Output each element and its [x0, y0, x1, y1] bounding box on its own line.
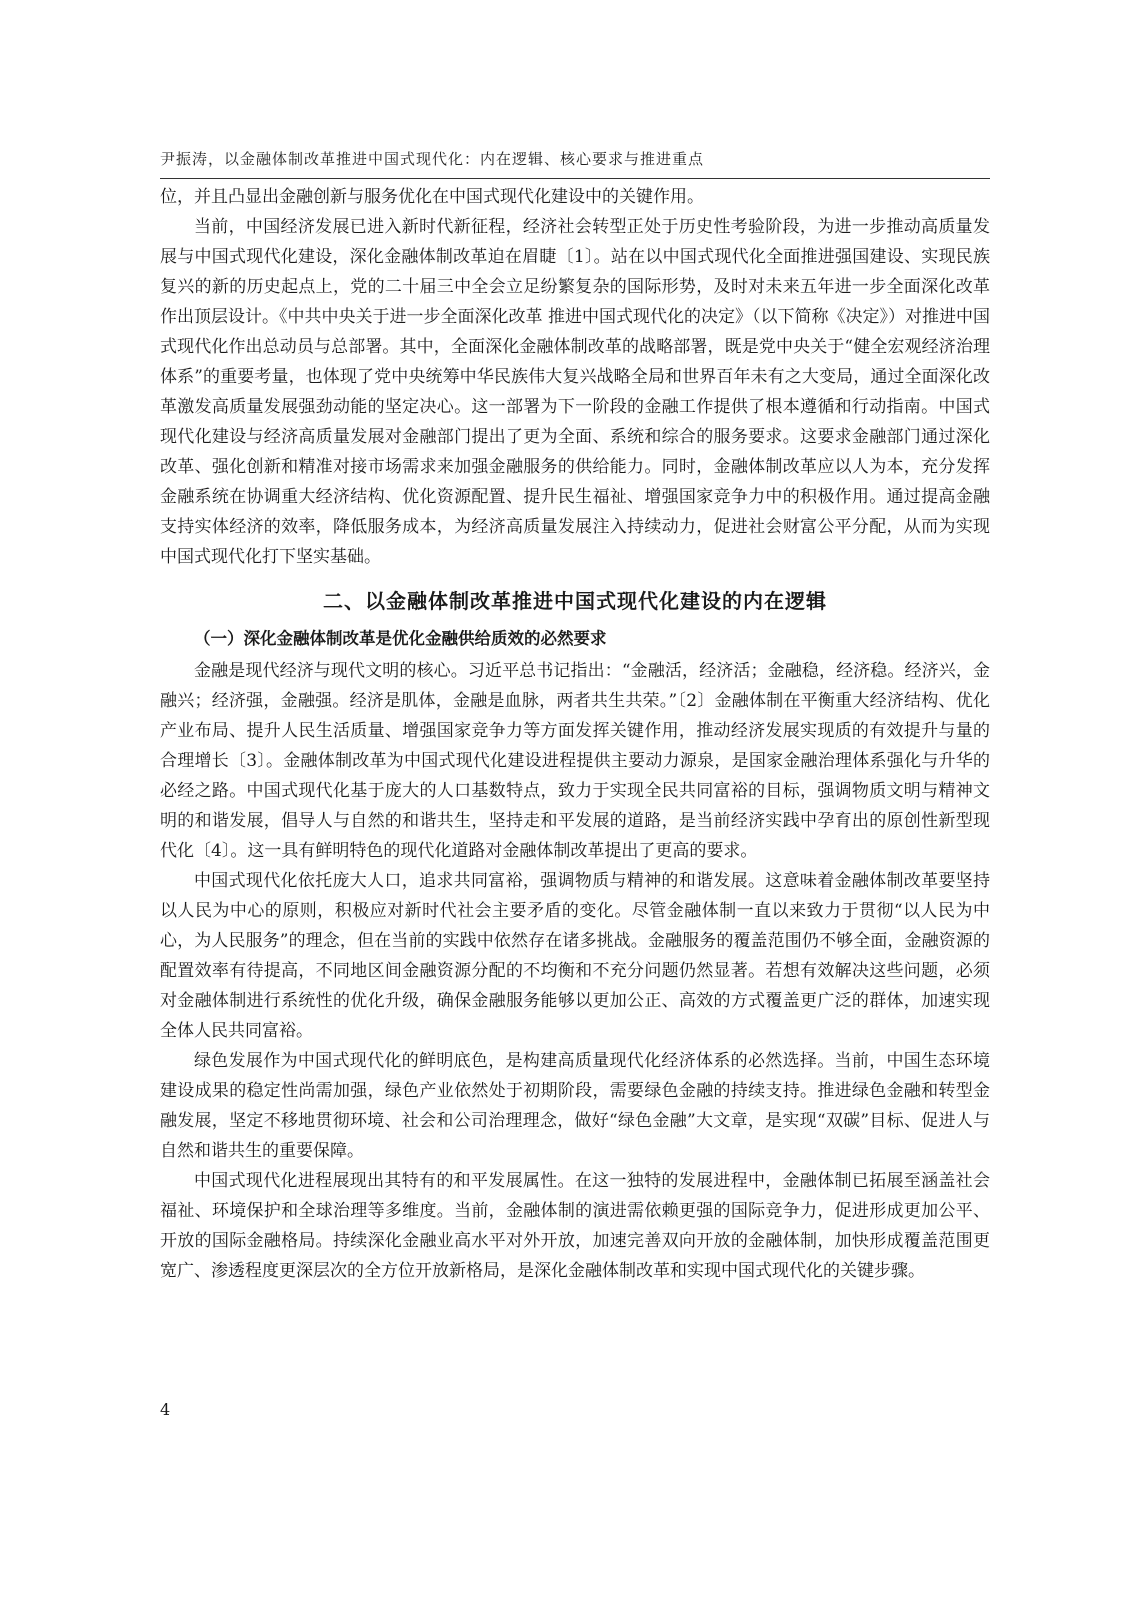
- header-rule: [160, 178, 990, 179]
- body-text: [160, 182, 990, 1286]
- paragraph: 中国式现代化进程展现出其特有的和平发展属性。在这一独特的发展进程中，金融体制已拓展至涵盖社会福祉、环境保护和全球治理等多维度。当前，金融体制的演进需依赖更强的国际竞争力，促进形成更加公平、开放的国际金融格局。持续深化金融业高水平对外开放，加速完善双向开放的金融体制，加快形成覆盖范围更宽广、渗透程度更深层次的全方位开放新格局，是深化金融体制改革和实现中国式现代化的关键步骤。: [160, 1171, 990, 1281]
- paragraph: 当前，中国经济发展已进入新时代新征程，经济社会转型正处于历史性考验阶段，为进一步推动高质量发展与中国式现代化建设，深化金融体制改革迫在眉睫〔1〕。站在以中国式现代化全面推进强国建设、实现民族复兴的新的历史起点上，党的二十届三中全会立足纷繁复杂的国际形势，及时对未来五年进一步全面深化改革作出顶层设计。《中共中央关于进一步全面深化改革 推进中国式现代化的决定》（以下简称《决定》）对推进中国式现代化作出总动员与总部署。其中，全面深化金融体制改革的战略部署，既是党中央关于“健全宏观经济治理体系”的重要考量，也体现了党中央统筹中华民族伟大复兴战略全局和世界百年未有之大变局，通过全面深化改革激发高质量发展强劲动能的坚定决心。这一部署为下一阶段的金融工作提供了根本遵循和行动指南。中国式现代化建设与经济高质量发展对金融部门提出了更为全面、系统和综合的服务要求。这要求金融部门通过深化改革、强化创新和精准对接市场需求来加强金融服务的供给能力。同时，金融体制改革应以人为本，充分发挥金融系统在协调重大经济结构、优化资源配置、提升民生福祉、增强国家竞争力中的积极作用。通过提高金融支持实体经济的效率，降低服务成本，为经济高质量发展注入持续动力，促进社会财富公平分配，从而为实现中国式现代化打下坚实基础。: [160, 217, 990, 567]
- running-header: 尹振涛，以金融体制改革推进中国式现代化：内在逻辑、核心要求与推进重点: [160, 150, 705, 168]
- paragraph-continued: 位，并且凸显出金融创新与服务优化在中国式现代化建设中的关键作用。: [160, 187, 704, 207]
- section-title: 二、以金融体制改革推进中国式现代化建设的内在逻辑: [323, 589, 827, 613]
- paragraph: 中国式现代化依托庞大人口，追求共同富裕，强调物质与精神的和谐发展。这意味着金融体制改革要坚持以人民为中心的原则，积极应对新时代社会主要矛盾的变化。尽管金融体制一直以来致力于贯彻“以人民为中心，为人民服务”的理念，但在当前的实践中依然存在诸多挑战。金融服务的覆盖范围仍不够全面，金融资源的配置效率有待提高，不同地区间金融资源分配的不均衡和不充分问题仍然显著。若想有效解决这些问题，必须对金融体制进行系统性的优化升级，确保金融服务能够以更加公正、高效的方式覆盖更广泛的群体，加速实现全体人民共同富裕。: [160, 871, 990, 1041]
- paragraph: 绿色发展作为中国式现代化的鲜明底色，是构建高质量现代化经济体系的必然选择。当前，中国生态环境建设成果的稳定性尚需加强，绿色产业依然处于初期阶段，需要绿色金融的持续支持。推进绿色金融和转型金融发展，坚定不移地贯彻环境、社会和公司治理理念，做好“绿色金融”大文章，是实现“双碳”目标、促进人与自然和谐共生的重要保障。: [160, 1051, 990, 1161]
- page-number: 4: [160, 1400, 171, 1419]
- subsection-title: （一）深化金融体制改革是优化金融供给质效的必然要求: [194, 629, 607, 648]
- paragraph: 金融是现代经济与现代文明的核心。习近平总书记指出：“金融活，经济活；金融稳，经济稳。经济兴，金融兴；经济强，金融强。经济是肌体，金融是血脉，两者共生共荣。”〔2〕金融体制在平衡重大经济结构、优化产业布局、提升人民生活质量、增强国家竞争力等方面发挥关键作用，推动经济发展实现质的有效提升与量的合理增长〔3〕。金融体制改革为中国式现代化建设进程提供主要动力源泉，是国家金融治理体系强化与升华的必经之路。中国式现代化基于庞大的人口基数特点，致力于实现全民共同富裕的目标，强调物质文明与精神文明的和谐发展，倡导人与自然的和谐共生，坚持走和平发展的道路，是当前经济实践中孕育出的原创性新型现代化〔4〕。这一具有鲜明特色的现代化道路对金融体制改革提出了更高的要求。: [160, 661, 990, 861]
